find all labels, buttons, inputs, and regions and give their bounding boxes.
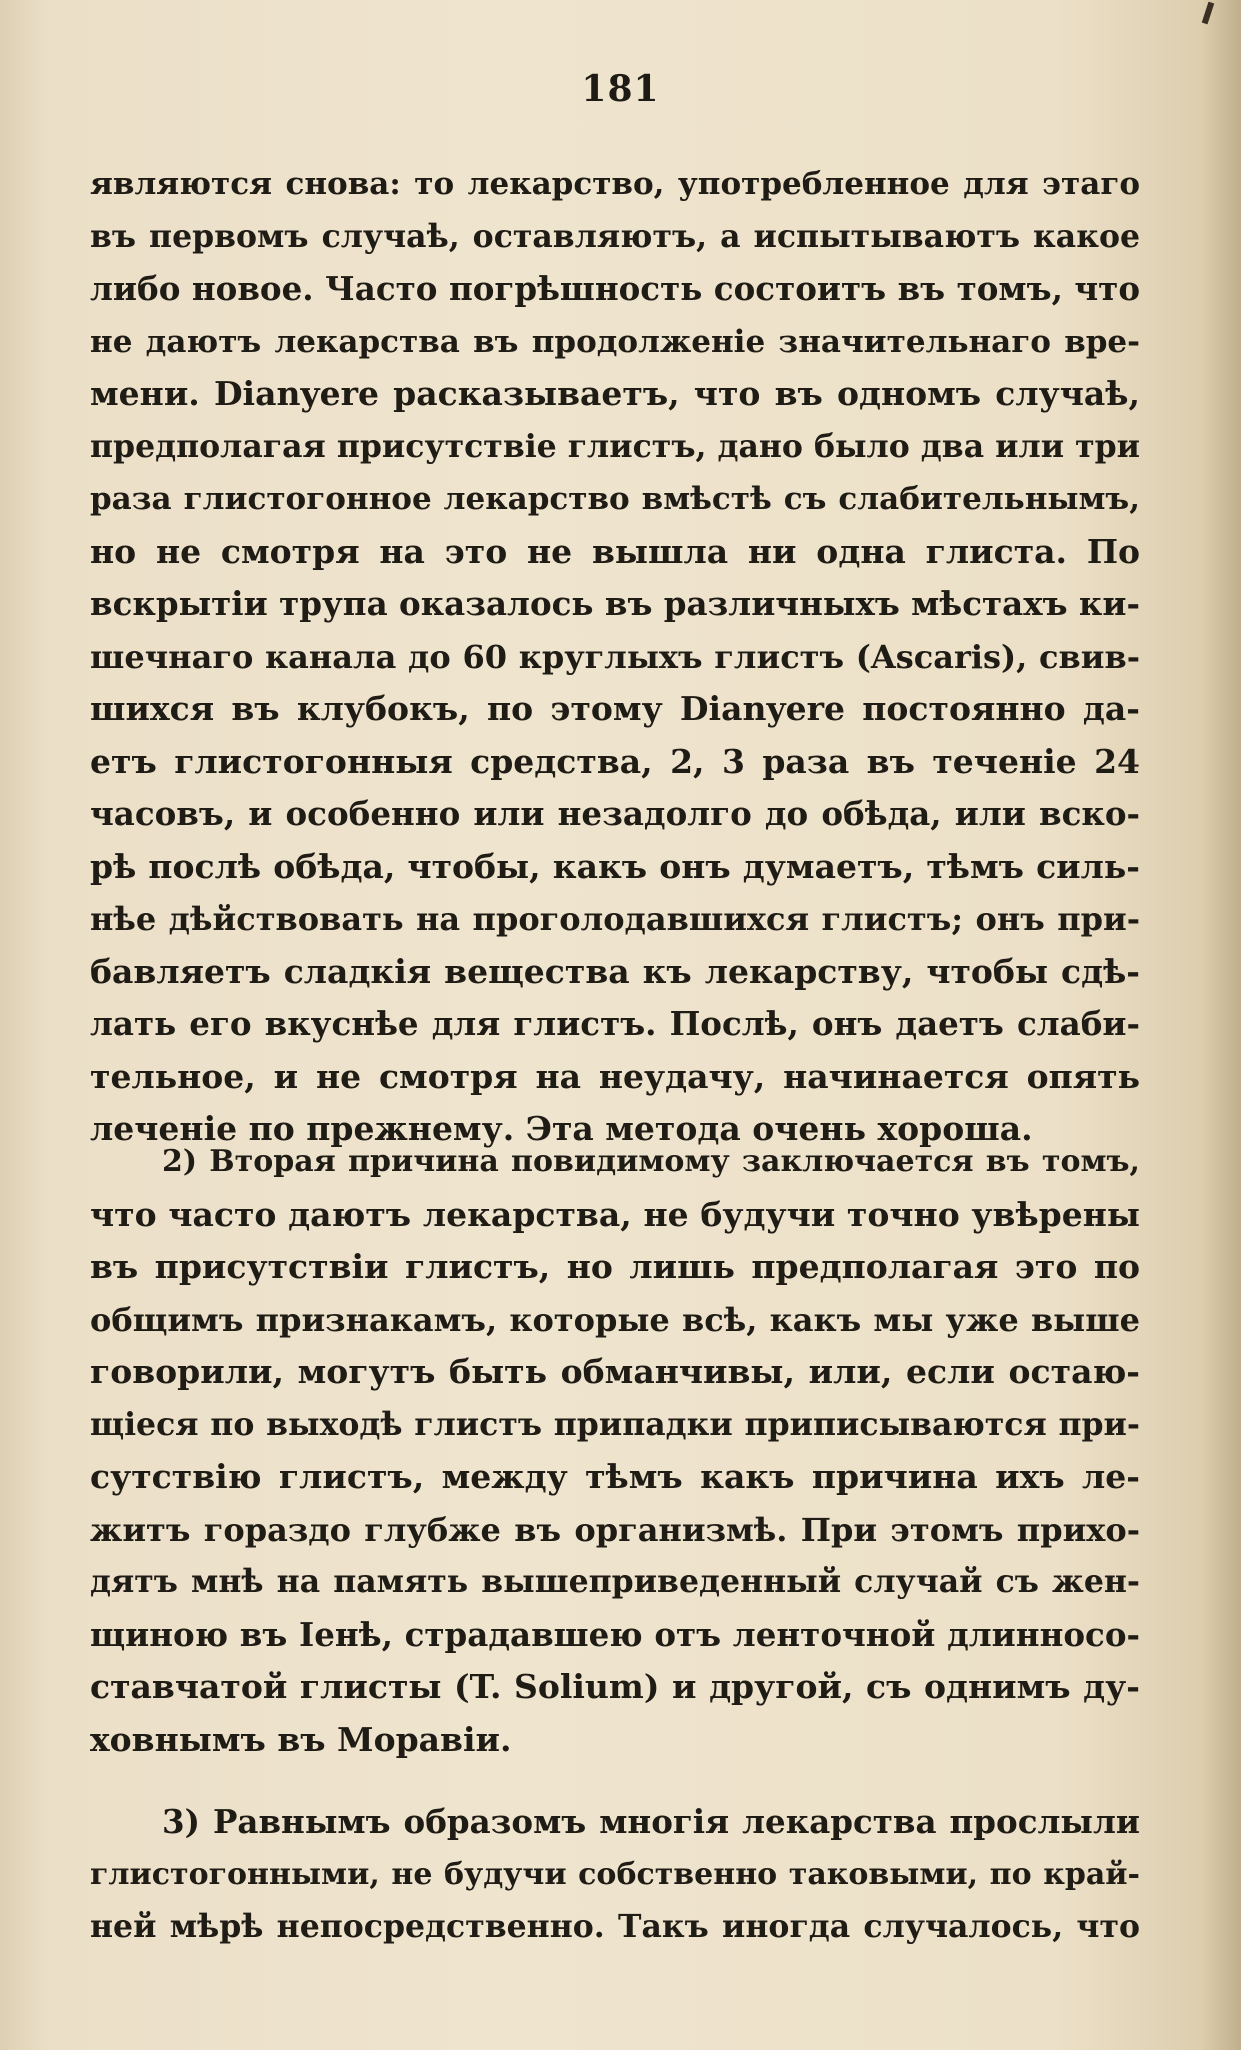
text-line: бавляетъ сладкія вещества къ лекарству, чтобы сдѣ- xyxy=(90,951,1140,991)
text-line: но не смотря на это не вышла ни одна глиста. По xyxy=(90,531,1140,571)
text-line: сутствію глистъ, между тѣмъ какъ причина ихъ ле- xyxy=(90,1457,1140,1496)
text-line: шихся въ клубокъ, по этому Dianyere постоянно да- xyxy=(90,689,1140,728)
text-line: 2) Вторая причина повидимому заключается въ томъ, xyxy=(162,1144,1140,1179)
text-line: лать его вкуснѣе для глистъ. Послѣ, онъ даетъ слаби- xyxy=(90,1004,1140,1043)
text-line: либо новое. Часто погрѣшность состоитъ въ томъ, что xyxy=(90,269,1140,308)
text-line: щіеся по выходѣ глистъ припадки приписываются при- xyxy=(90,1405,1140,1443)
text-line: мени. Dianyere расказываетъ, что въ одномъ случаѣ, xyxy=(90,374,1140,413)
text-line: являются снова: то лекарство, употребленное для этаго xyxy=(90,166,1140,202)
text-line: нѣе дѣйствовать на проголодавшихся глистъ; онъ при- xyxy=(90,900,1140,938)
text-line: 3) Равнымъ образомъ многія лекарства прослыли xyxy=(162,1802,1140,1841)
text-line: вскрытіи трупа оказалось въ различныхъ мѣстахъ ки- xyxy=(90,584,1140,623)
text-line: общимъ признакамъ, которые всѣ, какъ мы уже выше xyxy=(90,1300,1140,1339)
text-line: часовъ, и особенно или незадолго до обѣда, или вско- xyxy=(90,794,1140,833)
text-line: ней мѣрѣ непосредственно. Такъ иногда случалось, что xyxy=(90,1908,1140,1945)
text-line: житъ гораздо глубже въ организмѣ. При этомъ прихо- xyxy=(90,1510,1140,1549)
text-line: етъ глистогонныя средства, 2, 3 раза въ теченіе 24 xyxy=(90,741,1140,781)
text-line: въ присутствіи глистъ, но лишь предполагая это по xyxy=(90,1247,1140,1286)
page-number: 181 xyxy=(581,68,660,110)
text-line: леченіе по прежнему. Эта метода очень хороша. xyxy=(90,1109,1033,1148)
text-line: не даютъ лекарства въ продолженіе значительнаго вре- xyxy=(90,323,1140,360)
text-line: глистогонными, не будучи собственно таковыми, по край- xyxy=(90,1856,1140,1892)
text-line: тельное, и не смотря на неудачу, начинается опять xyxy=(90,1056,1140,1096)
text-line: въ первомъ случаѣ, оставляютъ, а испытываютъ какое xyxy=(90,217,1140,255)
page-edge-shadow xyxy=(1201,0,1241,2050)
text-line: предполагая присутствіе глистъ, дано было два или три xyxy=(90,427,1140,465)
paragraph-3 xyxy=(90,1796,1140,1954)
paragraph-1 xyxy=(90,158,1140,1156)
text-line: говорили, могутъ быть обманчивы, или, если остаю- xyxy=(90,1352,1140,1391)
text-line: дятъ мнѣ на память вышеприведенный случай съ жен- xyxy=(90,1563,1140,1600)
paragraph-2 xyxy=(90,1136,1140,1766)
text-line: щиною въ Іенѣ, страдавшею отъ ленточной длинносо- xyxy=(90,1614,1140,1654)
text-line: ставчатой глисты (T. Solium) и другой, съ однимъ ду- xyxy=(90,1667,1140,1706)
text-line: ховнымъ въ Моравіи. xyxy=(90,1719,512,1759)
text-line: рѣ послѣ обѣда, чтобы, какъ онъ думаетъ, тѣмъ силь- xyxy=(90,846,1140,886)
text-line: что часто даютъ лекарства, не будучи точно увѣрены xyxy=(90,1194,1140,1234)
text-line: раза глистогонное лекарство вмѣстѣ съ слабительнымъ, xyxy=(90,481,1140,517)
text-line: шечнаго канала до 60 круглыхъ глистъ (Ascaris), свив- xyxy=(90,637,1140,676)
